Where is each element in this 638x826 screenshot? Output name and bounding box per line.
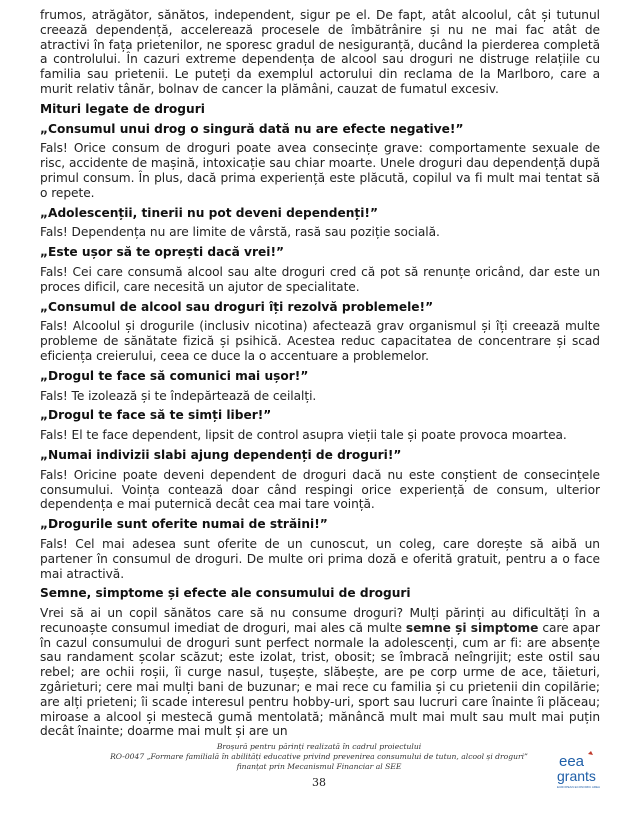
signs-text-start: Vrei să ai un copil sănătos care să nu consume droguri? Mulți părinți au dificultăți în a recunoaște consumul imediat de droguri, mai ales că multe [40,606,600,635]
page-number: 38 [312,776,326,789]
paragraph-intro: frumos, atrăgător, sănătos, independent, sigur pe el. De fapt, atât alcoolul, cât și tutunul creează dependență, accelerează procesele de îmbătrânire și nu ne mai fac atât de atractivi în fața prietenilor, ne sporesc gradul de nesiguranță, ducând la pierderea completă a controlului. În cazuri extreme dependența de alcool sau droguri ne distruge relațiile cu familia sau prietenii. Le puteți da exemplul actorului din reclama de la Marlboro, care a murit relativ tânăr, bolnav de cancer la plămâni, cauzat de fumatul excesiv. [40,8,600,96]
paragraph-teens: Fals! Dependența nu are limite de vârstă, rasă sau poziție socială. [40,225,440,240]
signs-text-bold: semne și simptome [405,620,539,635]
myth-heading-single-use: „Consumul unui drog o singură dată nu are efecte negative!” [40,121,464,136]
footer-line-2: RO-0047 „Formare familială în abilități educative privind prevenirea consumului de tutun, alcool și droguri” [110,752,528,761]
paragraph-strangers: Fals! Cel mai adesea sunt oferite de un cunoscut, un coleg, care dorește să aibă un partener în consumul de droguri. De multe ori prima doză e oferită gratuit, pentru a o face mai atractivă. [40,536,600,581]
page-content [40,8,600,744]
eea-grants-logo [555,748,603,790]
paragraph-free: Fals! El te face dependent, lipsit de control asupra vieții tale și poate provoca moartea. [40,428,567,443]
footer-line-1: Broșură pentru părinți realizată în cadrul proiectului [216,742,422,751]
myth-heading-communicate: „Drogul te face să comunici mai ușor!” [40,368,309,383]
myth-heading-teens: „Adolescenții, tinerii nu pot deveni dependenți!” [40,205,378,220]
paragraph-stop: Fals! Cei care consumă alcool sau alte droguri cred că pot să renunțe oricând, dar este un proces dificil, care necesită un ajutor de specialitate. [40,264,600,294]
logo-word-eea: eea [559,753,585,770]
section-heading-myths: Mituri legate de droguri [40,101,205,116]
signs-text-rest: care apar în cazul consumului de droguri sunt perfect normale la adolescenți, cum ar fi: are absențe sau randament școlar scăzut; este izolat, trist, obosit; se îmbracă neîngrijit; este ostil sau rebel; are ochii roșii, îi curge nasul, tușește, slăbește, are pe corp urme de ace, tăieturi, zgârieturi; cere mai mulți bani de buzunar; e mai rece cu familia și cu prietenii din copilărie; are alți prieteni; îi scade interesul pentru hobby-uri, sport sau lucruri care înainte îi plăceau; miroase a alcool și mestecă gumă mentolată; mănâncă mult mai mult sau mult mai puțin decât înainte; doarme mai mult și are un [40,620,601,739]
page-footer [0,742,638,772]
myth-heading-stop: „Este ușor să te oprești dacă vrei!” [40,245,285,260]
paragraph-problems: Fals! Alcoolul și drogurile (inclusiv nicotina) afectează grav organismul și îți creează multe probleme de sănătate fizică și psihică. Acestea reduc capacitatea de concentrare și scad eficiența creierului, ceea ce duce la o accentuare a problemelor. [40,319,600,363]
logo-tagline: EUROPEAN ECONOMIC AREA [557,785,601,789]
eea-grants-logo-graphic [555,748,603,790]
paragraph-single-use: Fals! Orice consum de droguri poate avea consecințe grave: comportamente sexuale de risc, accidente de mașină, intoxicație sau chiar moarte. Unele droguri dau dependență după primul consum. În plus, dacă prima experiență este plăcută, copilul va fi mult mai tentat să o repete. [40,141,600,200]
myth-heading-strangers: „Drogurile sunt oferite numai de străini!” [40,517,328,532]
footer-line-3: finanțat prin Mecanismul Financiar al SEE [236,762,402,771]
myth-heading-weak: „Numai indivizii slabi ajung dependenți de droguri!” [40,447,402,462]
myth-heading-problems: „Consumul de alcool sau droguri îți rezolvă problemele!” [40,299,434,314]
section-heading-signs: Semne, simptome și efecte ale consumului de droguri [40,586,411,601]
logo-word-grants: grants [557,768,596,784]
paragraph-signs [40,606,600,739]
paragraph-weak: Fals! Oricine poate deveni dependent de droguri dacă nu este conștient de consecințele consumului. Voința contează doar când respingi orice experiență de consum, ulterior dependența e mai puternică decât cea mai tare voință. [40,467,600,512]
myth-heading-free: „Drogul te face să te simți liber!” [40,408,272,423]
logo-accent-mark [588,751,593,755]
paragraph-communicate: Fals! Te izolează și te îndepărtează de ceilalți. [40,388,317,403]
